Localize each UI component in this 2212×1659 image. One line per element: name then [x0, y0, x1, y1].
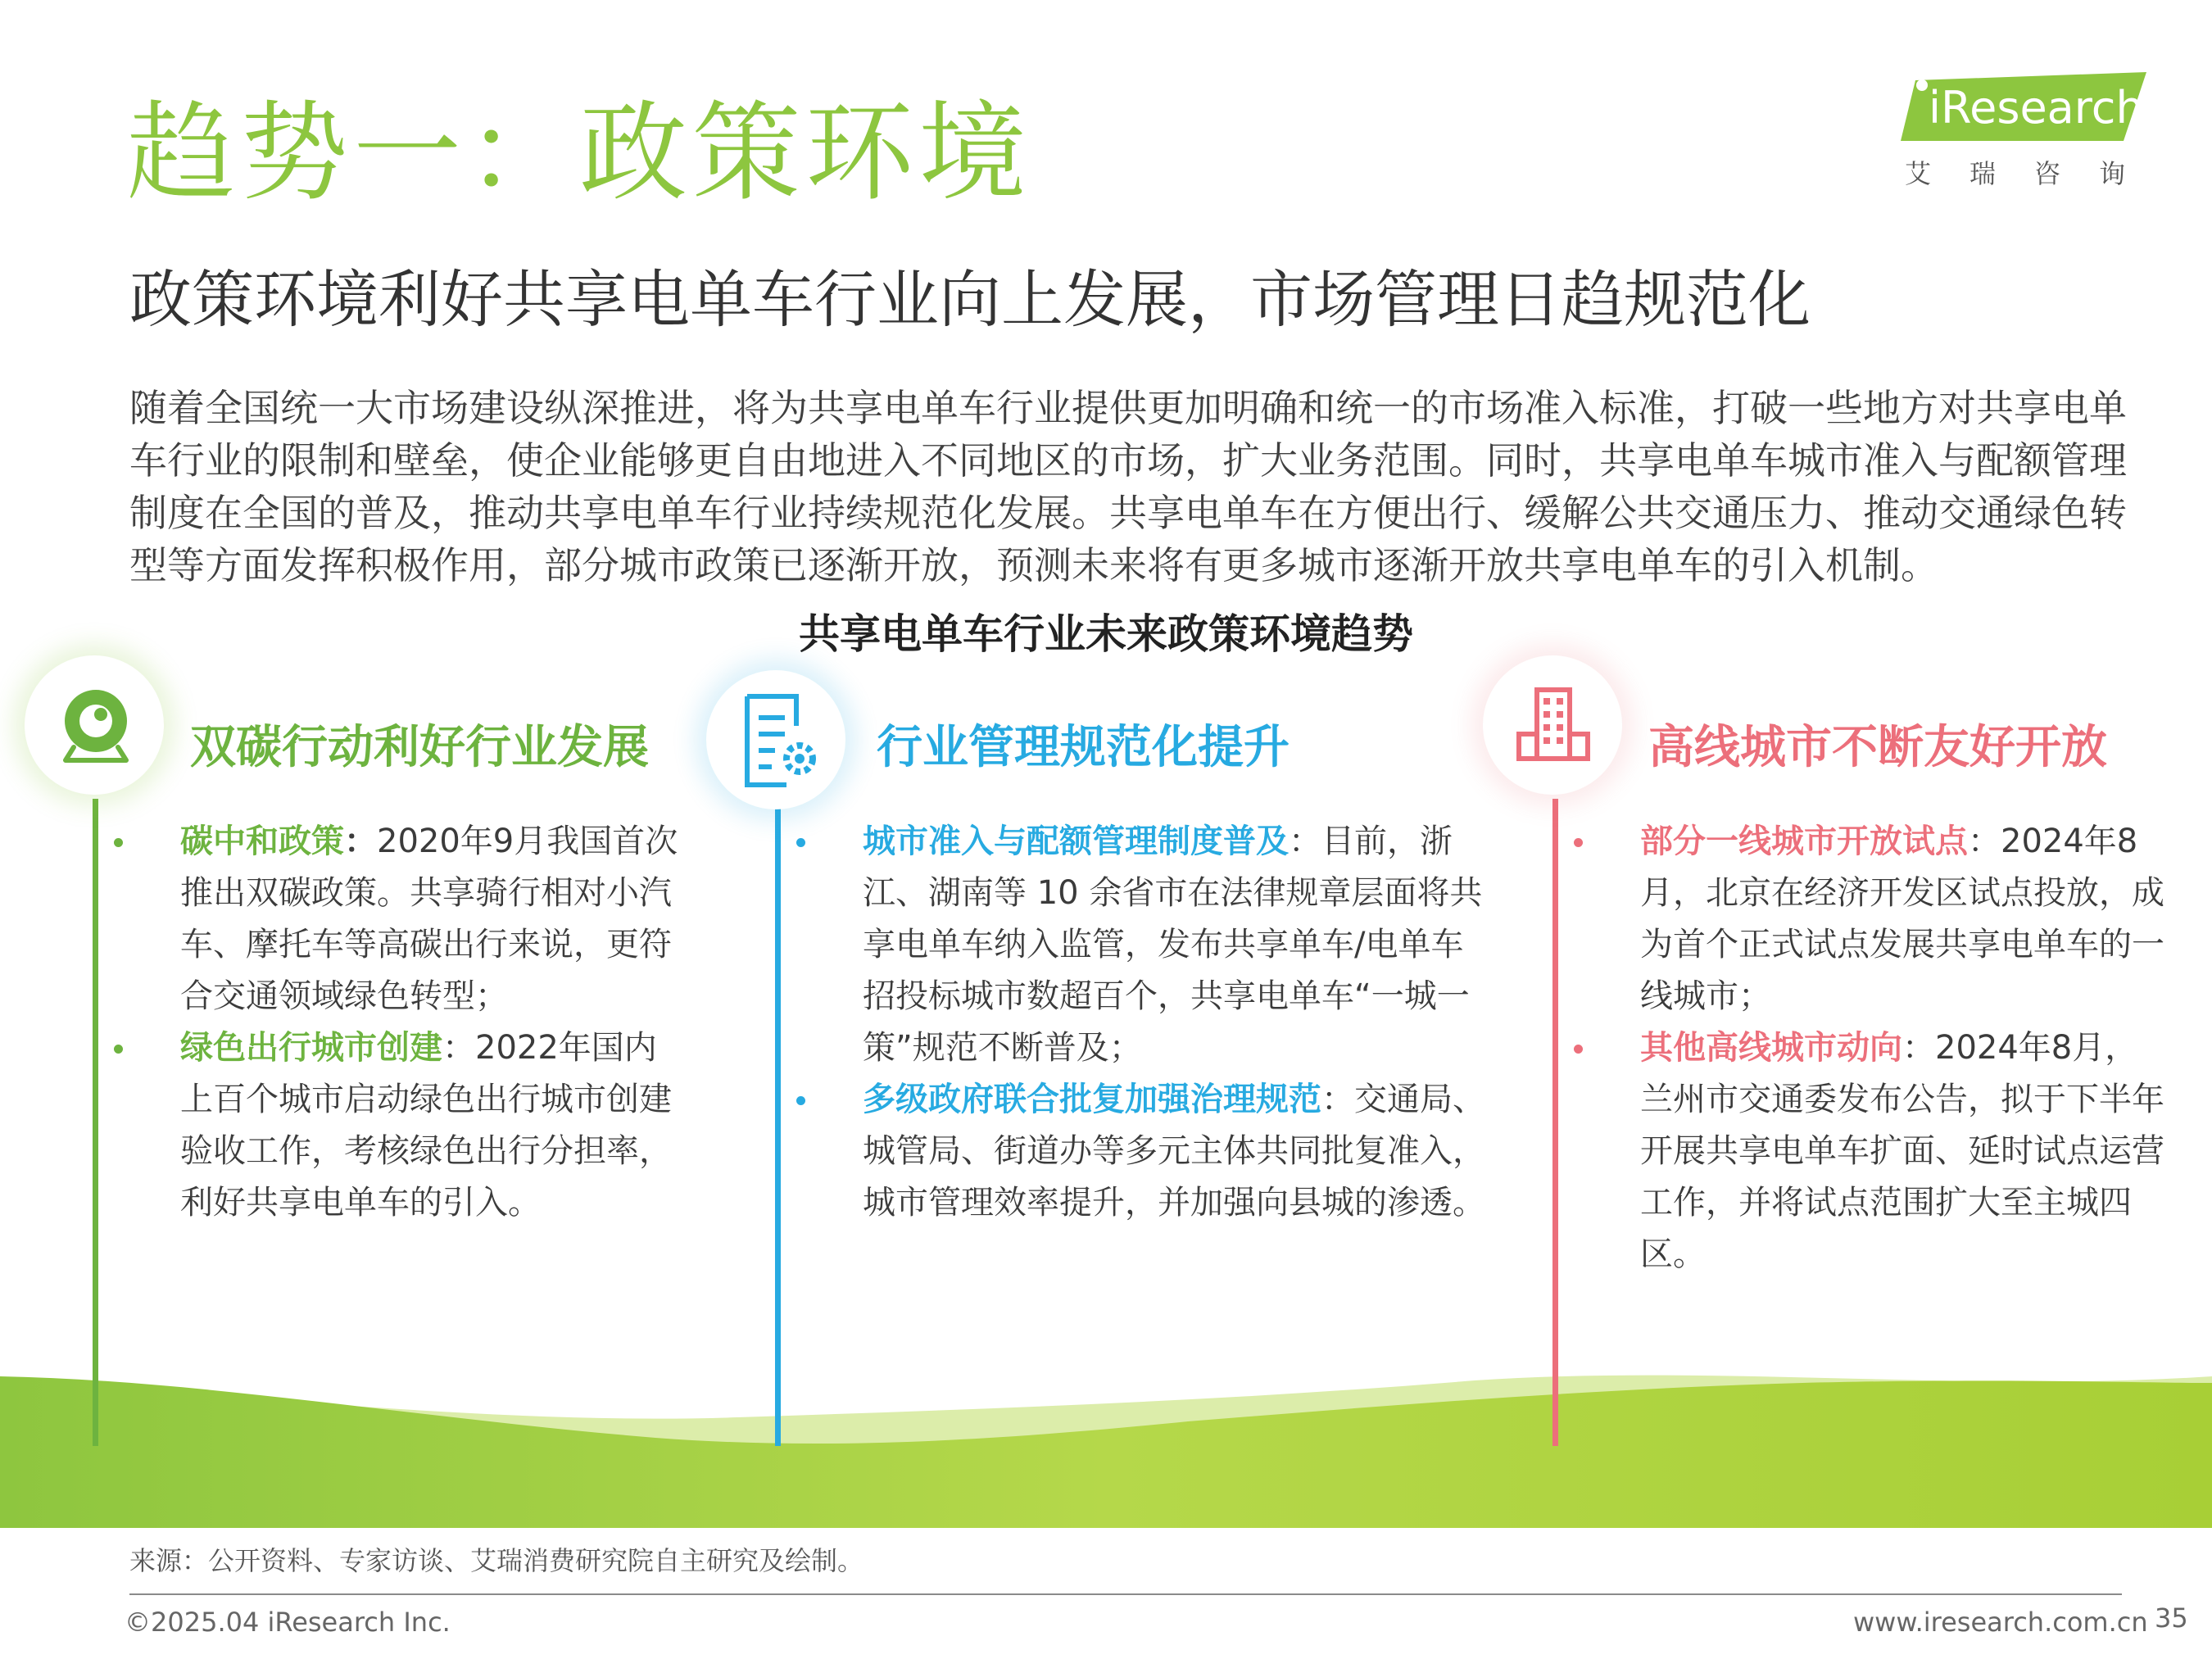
column-3-icon-badge [1483, 655, 1622, 795]
green-wave-background [0, 1344, 2212, 1528]
bullet-dot [1574, 1045, 1583, 1054]
column-3-line [1552, 799, 1558, 1446]
item-separator: ： [1289, 823, 1321, 860]
column-3-item-1 [1640, 816, 2164, 1022]
item-separator: ： [344, 823, 377, 860]
item-label: 多级政府联合批复加强治理规范 [863, 1081, 1321, 1118]
bullet-dot [796, 838, 805, 847]
item-label: 绿色出行城市创建 [180, 1029, 442, 1067]
item-text: 2024年8月，兰州市交通委发布公告，拟于下半年开展共享电单车扩面、延时试点运营工作，并将试点范围扩大至主城四区。 [1640, 1029, 2164, 1273]
item-label: 部分一线城市开放试点 [1640, 823, 1968, 860]
item-text: 目前，浙江、湖南等 10 余省市在法律规章层面将共享电单车纳入监管，发布共享单车/电单车招投标城市数超百个，共享电单车“一城一策”规范不断普及； [863, 823, 1483, 1067]
bullet-dot [114, 1045, 123, 1054]
column-2-heading: 行业管理规范化提升 [877, 721, 1290, 774]
subtitle: 政策环境利好共享电单车行业向上发展，市场管理日趋规范化 [129, 263, 1811, 336]
bullet-dot [114, 838, 123, 847]
leaf-earth-icon [25, 655, 164, 795]
item-separator: ： [1968, 823, 2001, 860]
footer-divider [129, 1593, 2122, 1595]
bullet-dot [1574, 838, 1583, 847]
intro-paragraph: 随着全国统一大市场建设纵深推进，将为共享电单车行业提供更加明确和统一的市场准入标准，打破一些地方对共享电单车行业的限制和壁垒，使企业能够更自由地进入不同地区的市场，扩大业务范围。同时，共享电单车城市准入与配额管理制度在全国的普及，推动共享电单车行业持续规范化发展。共享电单车在方便出行、缓解公共交通压力、推动交通绿色转型等方面发挥积极作用，部分城市政策已逐渐开放，预测未来将有更多城市逐渐开放共享电单车的引入机制。 [129, 386, 2127, 587]
item-separator: ： [1321, 1081, 1354, 1118]
page-title: 趋势一：政策环境 [127, 90, 1031, 216]
item-text: 2020年9月我国首次推出双碳政策。共享骑行相对小汽车、摩托车等高碳出行来说，更符合交通领域绿色转型； [180, 823, 678, 1015]
column-2-item-1 [863, 816, 1485, 1074]
logo-subtext: 艾瑞咨询 [1905, 158, 2164, 189]
page-number: 35 [2155, 1602, 2188, 1634]
website-link[interactable]: www.iresearch.com.cn [1853, 1607, 2148, 1638]
item-text: 2024年8月，北京在经济开发区试点投放，成为首个正式试点发展共享电单车的一线城市； [1640, 823, 2164, 1015]
column-2-line [775, 799, 781, 1446]
copyright: ©2025.04 iResearch Inc. [125, 1607, 451, 1638]
item-label: 其他高线城市动向 [1640, 1029, 1902, 1067]
column-2-icon-badge [706, 670, 845, 809]
item-text: 2022年国内上百个城市启动绿色出行城市创建验收工作，考核绿色出行分担率，利好共享电单车的引入。 [180, 1029, 672, 1222]
column-3-heading: 高线城市不断友好开放 [1648, 721, 2107, 774]
item-separator: ： [1902, 1029, 1935, 1067]
city-building-icon [1483, 655, 1622, 795]
item-label: 碳中和政策 [180, 823, 344, 860]
column-1-icon-badge [25, 655, 164, 795]
iresearch-logo [1901, 72, 2164, 195]
column-2-item-2 [863, 1074, 1485, 1229]
item-separator: ： [442, 1029, 475, 1067]
item-text: 交通局、城管局、街道办等多元主体共同批复准入，城市管理效率提升，并加强向县城的渗透。 [863, 1081, 1485, 1222]
diagram-title: 共享电单车行业未来政策环境趋势 [799, 610, 1413, 658]
column-1-item-1 [180, 816, 688, 1022]
column-1-item-2 [180, 1022, 688, 1229]
source-note: 来源：公开资料、专家访谈、艾瑞消费研究院自主研究及绘制。 [129, 1545, 864, 1576]
bullet-dot [796, 1096, 805, 1105]
document-settings-icon [706, 670, 845, 809]
column-3-item-2 [1640, 1022, 2164, 1281]
logo-text: iResearch [1929, 82, 2144, 134]
column-1-line [93, 799, 98, 1446]
item-label: 城市准入与配额管理制度普及 [863, 823, 1289, 860]
column-1-heading: 双碳行动利好行业发展 [190, 721, 649, 774]
